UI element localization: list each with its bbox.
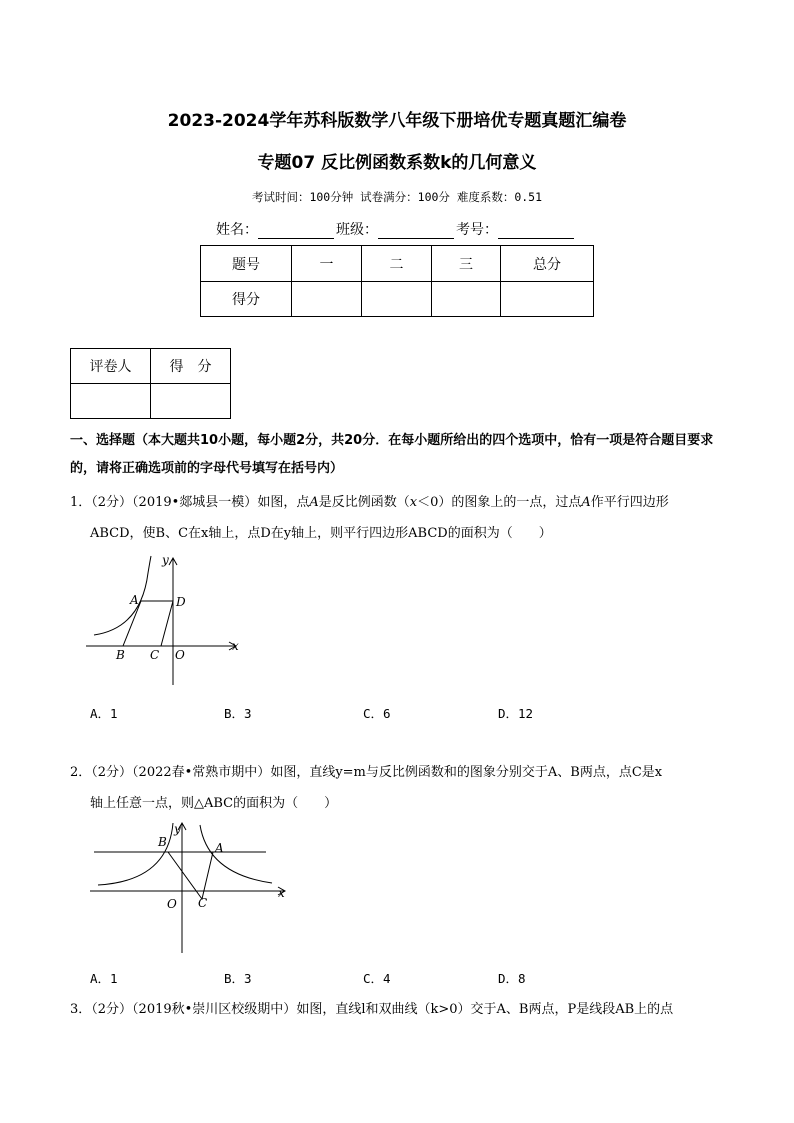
label-c: C [198,896,208,910]
exam-info: 考试时间：100分钟 试卷满分：100分 难度系数：0.51 [251,190,543,204]
score-cell-total[interactable] [501,282,594,317]
grader-score-label: 得 分 [151,349,231,384]
var-a: A [581,495,591,510]
label-a: A [215,841,224,855]
option-a[interactable]: A．1 [90,706,118,721]
label-d: D [176,595,186,609]
student-info-row [216,219,576,239]
class-label: 班级： [336,222,378,238]
label-a: A [130,593,139,607]
option-b[interactable]: B．3 [224,971,252,986]
question-text: ＜0）的图象上的一点，过点 [417,495,582,510]
grader-score-cell[interactable] [151,384,231,419]
name-label: 姓名： [216,222,258,238]
question-number: 1． [70,495,92,510]
question-text-line2: 轴上任意一点，则△ABC的面积为（ ） [90,796,338,811]
question-text: 作平行四边形 [590,495,669,510]
label-b: B [116,648,125,662]
score-header-label: 题号 [201,246,292,282]
label-x: x [278,886,285,900]
score-header-2: 二 [362,246,432,282]
option-c[interactable]: C．6 [363,706,391,721]
score-table [200,245,594,317]
score-header-3: 三 [432,246,501,282]
parallelogram-abcd [123,601,173,646]
question-text: 如图，直线l和双曲线（k>0）交于A、B两点，P是线段AB上的点 [296,1002,674,1017]
question-2 [70,757,740,819]
score-cell-1[interactable] [292,282,362,317]
label-b: B [158,835,167,849]
number-blank[interactable] [498,224,574,239]
question-text-line2: ABCD，使B、C在x轴上，点D在y轴上，则平行四边形ABCD的面积为（ ） [90,526,552,541]
question-1-figure [86,553,246,688]
question-text: 如图，点 [257,495,310,510]
label-c: C [150,648,160,662]
var-a: A [309,495,319,510]
score-header-total: 总分 [501,246,594,282]
question-text: 如图，直线y=m与反比例函数和的图象分别交于A、B两点，点C是x [270,765,663,780]
grader-table [70,348,231,419]
class-blank[interactable] [378,224,454,239]
question-text: 是反比例函数（ [318,495,410,510]
question-number: 3． [70,1002,92,1017]
hyperbola-left [98,823,173,885]
question-meta: （2分）（2019秋•崇川区校级期中） [91,1002,297,1017]
option-c[interactable]: C．4 [363,971,391,986]
name-blank[interactable] [258,224,334,239]
triangle-abc [168,852,213,899]
grader-cell[interactable] [71,384,151,419]
option-d[interactable]: D．12 [498,706,534,721]
question-meta: （2分）（2022春•常熟市期中） [91,765,271,780]
number-label: 考号： [456,222,498,238]
question-3 [70,994,740,1025]
question-meta: （2分）（2019•郯城县一模） [91,495,258,510]
option-d[interactable]: D．8 [498,971,526,986]
label-o: O [167,897,177,911]
paper-subtitle: 专题07 反比例函数系数k的几何意义 [257,153,537,173]
option-b[interactable]: B．3 [224,706,252,721]
label-y: y [174,822,181,836]
score-cell-2[interactable] [362,282,432,317]
question-number: 2． [70,765,92,780]
hyperbola-right [200,825,272,883]
question-1 [70,487,740,549]
var-x: x [409,495,418,510]
question-2-figure [90,819,290,957]
hyperbola-curve [94,556,151,635]
grader-label: 评卷人 [71,349,151,384]
score-row-label: 得分 [201,282,292,317]
label-x: x [232,639,239,653]
score-cell-3[interactable] [432,282,501,317]
section-heading: 一、选择题（本大题共10小题，每小题2分，共20分．在每小题所给出的四个选项中，恰有一项是符合题目要求的，请将正确选项前的字母代号填写在括号内） [70,433,714,476]
option-a[interactable]: A．1 [90,971,118,986]
label-o: O [175,648,185,662]
label-y: y [162,553,169,567]
score-header-1: 一 [292,246,362,282]
paper-title: 2023-2024学年苏科版数学八年级下册培优专题真题汇编卷 [167,111,627,131]
